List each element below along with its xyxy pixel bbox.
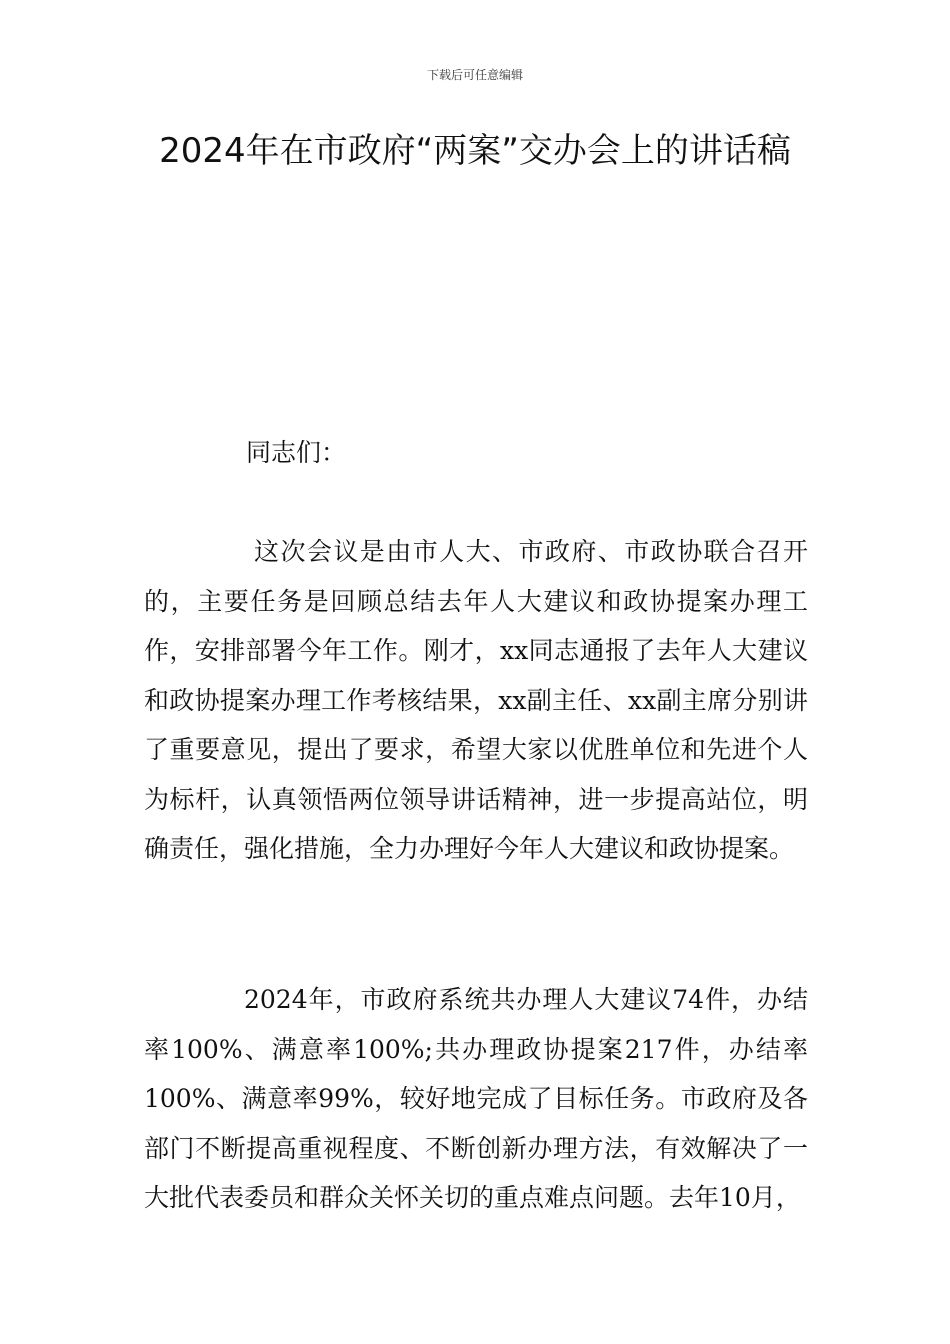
- paragraph-1: 这次会议是由市人大、市政府、市政协联合召开的，主要任务是回顾总结去年人大建议和政协提案办理工作，安排部署今年工作。刚才，xx同志通报了去年人大建议和政协提案办理工作考核结果，xx副主任、xx副主席分别讲了重要意见，提出了要求，希望大家以优胜单位和先进个人为标杆，认真领悟两位领导讲话精神，进一步提高站位，明确责任，强化措施，全力办理好今年人大建议和政协提案。: [144, 537, 808, 863]
- header-note: 下载后可任意编辑: [426, 68, 523, 82]
- paragraph-2: 2024年，市政府系统共办理人大建议74件，办结率100%、满意率100%;共办理政协提案217件，办结率100%、满意率99%，较好地完成了目标任务。市政府及各部门不断提高重视程度、不断创新办理方法，有效解决了一大批代表委员和群众关怀关切的重点难点问题。去年10月，: [144, 985, 808, 1212]
- salutation: 同志们：: [246, 438, 347, 467]
- document-title: 2024年在市政府“两案”交办会上的讲话稿: [159, 131, 791, 171]
